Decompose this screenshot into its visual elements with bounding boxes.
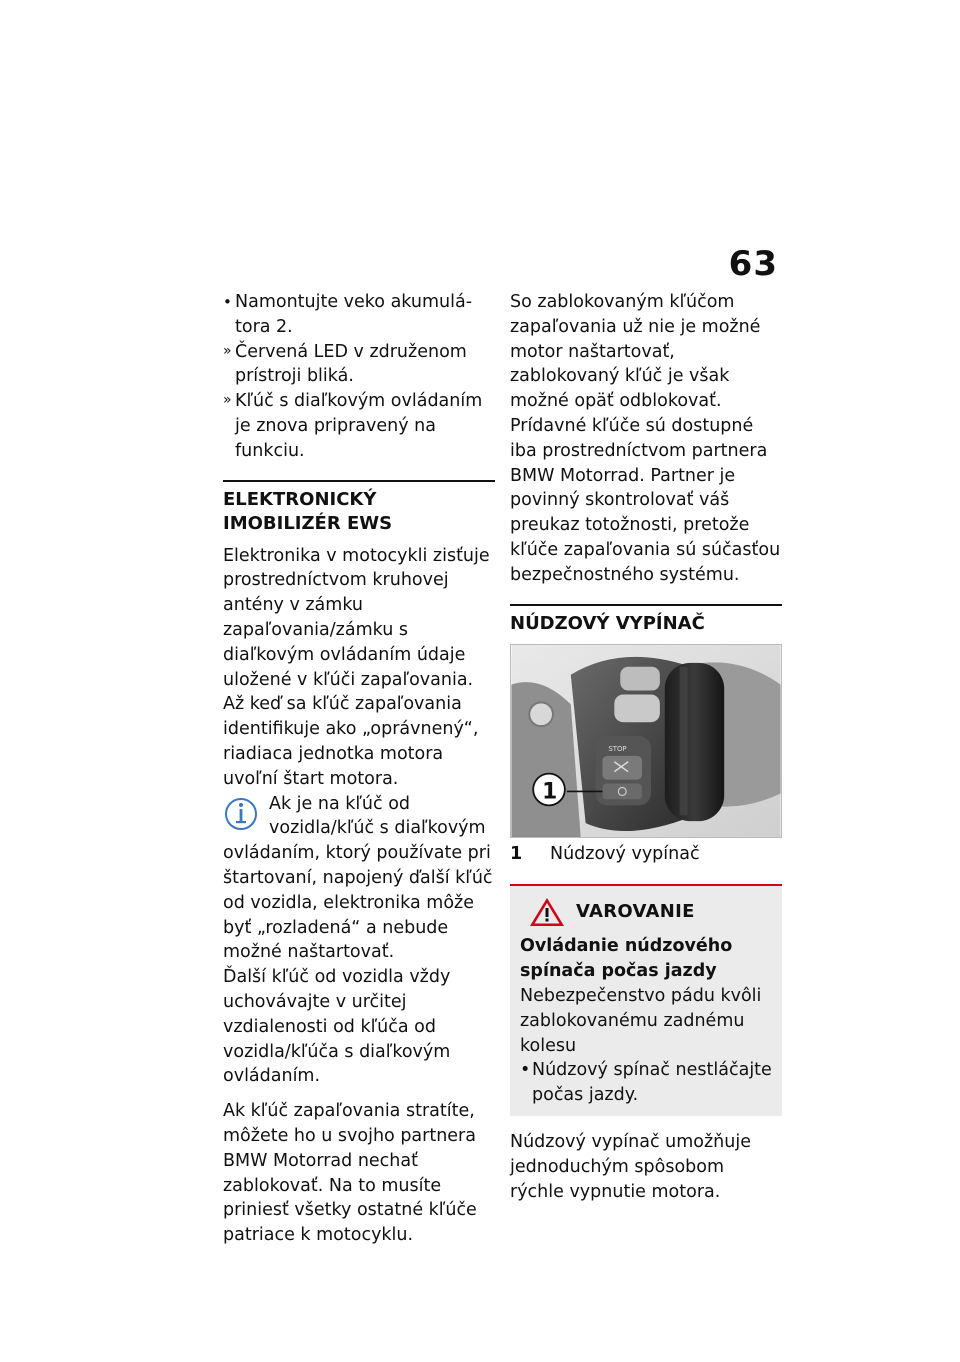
- warning-subtitle: Ovládanie núdzového spínača počas jazdy: [520, 936, 733, 982]
- section-heading-ews: ELEKTRONICKÝ IMOBILIZÉR EWS: [223, 480, 495, 536]
- emergency-switch-description: Núdzový vypínač umožňuje jednoduchým spôsobom rýchle vypnutie motora.: [510, 1131, 751, 1202]
- info-text: Ak je na kľúč od vozidla/kľúč s diaľkovým ovládaním, ktorý používate pri štartovaní, napojený ďalší kľúč od vozidla, elektronika môže byť „rozladená“ a nebude možné naštartovať.: [223, 793, 493, 963]
- additional-keys-paragraph: Prídavné kľúče sú dostupné iba prostredníctvom partnera BMW Motorrad. Partner je povinný skontrolovať váš preukaz totožnosti, pretože kľúče zapaľovania sú súčasťou bezpečnostného systému.: [510, 415, 781, 585]
- result-item: [223, 340, 495, 390]
- ews-description: Elektronika v motocykli zisťuje prostredníctvom kruhovej antény v zámku zapaľovania/zámku s diaľkovým ovládaním údaje uložené v kľúči zapaľovania. Až keď sa kľúč zapaľovania identifikuje ako „oprávnený“, riadiaca jednotka motora uvoľní štart motora.: [223, 545, 490, 789]
- figure-caption: [510, 842, 782, 867]
- warning-bullet: [520, 1058, 772, 1108]
- result-item: [223, 389, 495, 463]
- result-text: Červená LED v združenom prístroji bliká.: [235, 341, 467, 387]
- lost-key-paragraph: Ak kľúč zapaľovania stratíte, môžete ho u svojho partnera BMW Motorrad nechať zablokovať. Na to musíte priniesť všetky ostatné kľúče patriace k motocyklu.: [223, 1101, 477, 1246]
- warning-title: VAROVANIE: [576, 900, 695, 922]
- bullet-marker: •: [223, 293, 232, 311]
- step-item: [223, 290, 495, 340]
- warning-bullet-text: Núdzový spínač nestláčajte počas jazdy.: [532, 1060, 772, 1106]
- warning-text: Nebezpečenstvo pádu kvôli zablokovanému zadnému kolesu: [520, 985, 762, 1056]
- key-storage-note: Ďalší kľúč od vozidla vždy uchovávajte v určitej vzdialenosti od kľúča od vozidla/kľúča s diaľkovým ovládaním.: [223, 967, 451, 1087]
- warning-triangle-icon: [528, 896, 566, 928]
- stop-label: STOP: [608, 744, 627, 753]
- section-heading-emergency-switch: NÚDZOVÝ VYPÍNAČ: [510, 604, 782, 636]
- callout-number: 1: [542, 778, 558, 804]
- result-marker: »: [223, 392, 232, 409]
- result-marker: »: [223, 342, 232, 359]
- caption-number: 1: [510, 843, 523, 864]
- bullet-marker: •: [520, 1060, 531, 1081]
- info-note: [223, 792, 495, 966]
- emergency-switch-photo: [510, 644, 782, 838]
- result-text: Kľúč s diaľkovým ovládaním je znova pripravený na funkciu.: [235, 391, 483, 461]
- warning-header: [520, 896, 772, 928]
- step-text: Namontujte veko akumulá-tora 2.: [235, 292, 473, 337]
- warning-box: [510, 884, 782, 1116]
- caption-text: Núdzový vypínač: [550, 843, 700, 864]
- page-number: 63: [728, 244, 778, 284]
- blocked-key-paragraph: So zablokovaným kľúčom zapaľovania už nie je možné motor naštartovať, zablokovaný kľúč je však možné opäť odblokovať.: [510, 292, 761, 412]
- info-icon: [223, 794, 265, 834]
- left-column: [223, 290, 495, 1248]
- right-column: [510, 290, 782, 1204]
